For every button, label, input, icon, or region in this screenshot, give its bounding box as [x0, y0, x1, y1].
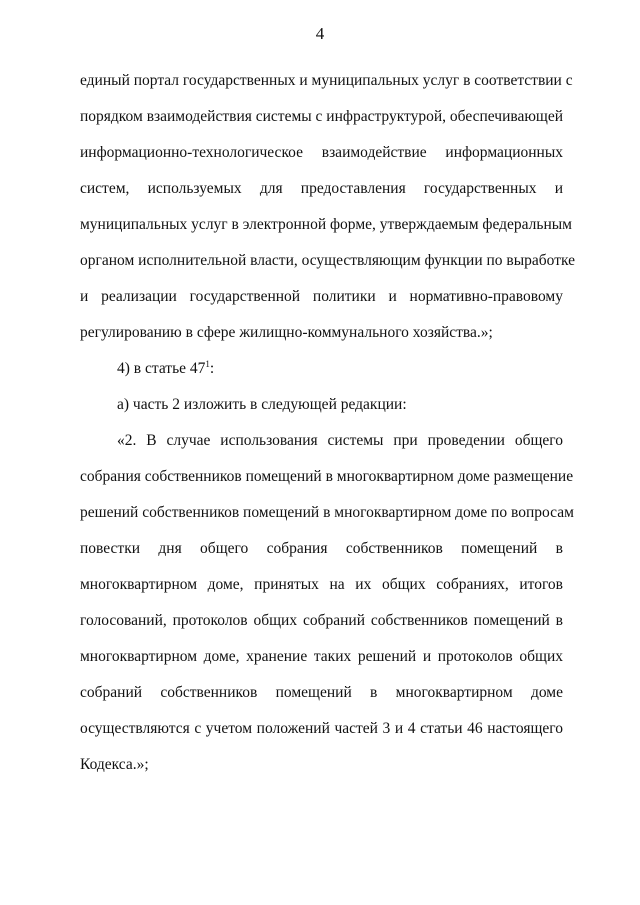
item-4-superscript: 1 — [205, 358, 210, 369]
quote-line: осуществляются с учетом положений частей 3 и 4 статьи 46 настоящего — [80, 720, 563, 737]
text-line: регулированию в сфере жилищно-коммунального хозяйства.»; — [80, 324, 493, 341]
item-a-heading: а) часть 2 изложить в следующей редакции: — [117, 396, 407, 413]
text-line: единый портал государственных и муниципальных услуг в соответствии с — [80, 72, 573, 89]
text-line: информационно-технологическое взаимодействие информационных — [80, 144, 563, 161]
text-line: порядком взаимодействия системы с инфраструктурой, обеспечивающей — [80, 108, 564, 125]
text-line: органом исполнительной власти, осуществляющим функции по выработке — [80, 252, 576, 269]
quote-line: собрания собственников помещений в многоквартирном доме размещение — [80, 468, 574, 485]
text-line: муниципальных услуг в электронной форме, утверждаемым федеральным — [80, 216, 572, 233]
quote-line: «2. В случае использования системы при проведении общего — [117, 432, 563, 449]
quote-line: Кодекса.»; — [80, 756, 149, 773]
quote-line: многоквартирном доме, принятых на их общих собраниях, итогов — [80, 576, 563, 593]
page-number: 4 — [315, 24, 325, 43]
item-4-text: 4) в статье 47 — [117, 360, 206, 377]
quote-line: голосований, протоколов общих собраний собственников помещений в — [80, 612, 563, 629]
quote-line: решений собственников помещений в многоквартирном доме по вопросам — [80, 504, 574, 521]
text-line: систем, используемых для предоставления государственных и — [80, 180, 563, 197]
text-line: и реализации государственной политики и нормативно-правовому — [80, 288, 563, 305]
quote-line: повестки дня общего собрания собственников помещений в — [80, 540, 563, 557]
quote-line: собраний собственников помещений в многоквартирном доме — [80, 684, 563, 701]
item-4-suffix: : — [209, 360, 215, 377]
quote-line: многоквартирном доме, хранение таких решений и протоколов общих — [80, 648, 563, 665]
document-body — [80, 70, 576, 790]
item-4-heading — [80, 358, 563, 394]
